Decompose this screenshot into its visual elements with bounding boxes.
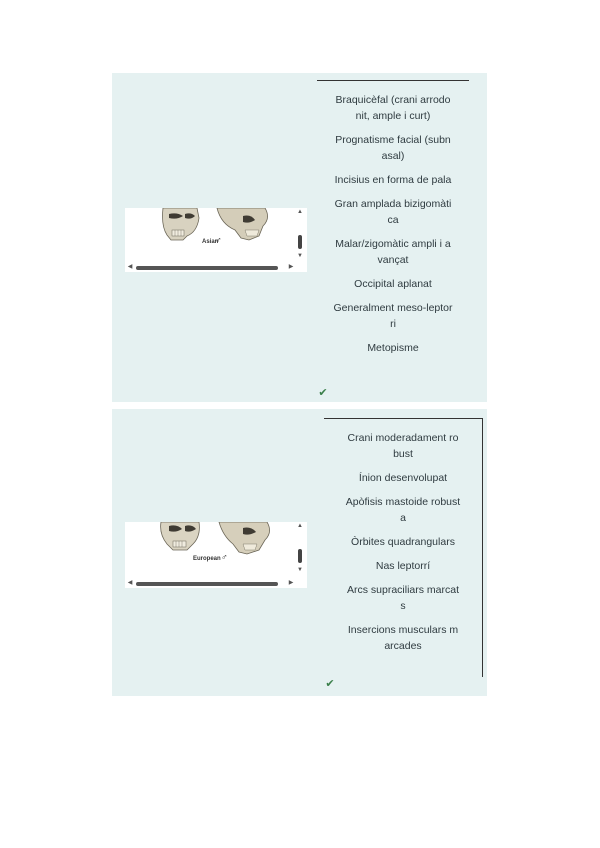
male-symbol: ♂ [221, 552, 228, 562]
answer-card-2 [112, 409, 487, 696]
scroll-down-arrow-icon[interactable]: ▼ [297, 253, 303, 259]
trait-item: Generalment meso-leptorri [333, 302, 453, 330]
trait-item: Ínion desenvolupat [358, 472, 448, 484]
skull-caption: European [193, 556, 221, 562]
male-symbol: ♂ [215, 235, 222, 245]
check-icon: ✔ [325, 678, 335, 690]
trait-list [317, 81, 469, 356]
horizontal-scrollbar[interactable] [125, 579, 295, 588]
vertical-scroll-thumb[interactable] [298, 549, 302, 563]
check-icon: ✔ [318, 387, 328, 399]
trait-list-panel [324, 418, 483, 677]
trait-item: Crani moderadament robust [347, 432, 459, 460]
trait-item: Incisius en forma de pala [334, 174, 452, 186]
trait-list [324, 419, 482, 654]
scroll-left-arrow-icon[interactable]: ◀ [127, 580, 133, 586]
scroll-right-arrow-icon[interactable]: ▶ [288, 580, 294, 586]
trait-item: Metopisme [367, 342, 419, 354]
answer-card-1 [112, 73, 487, 402]
skull-image-viewer[interactable] [125, 522, 307, 588]
vertical-scroll-thumb[interactable] [298, 235, 302, 249]
horizontal-scroll-thumb[interactable] [136, 266, 278, 270]
trait-item: Apòfisis mastoide robusta [345, 496, 461, 524]
trait-item: Arcs supraciliars marcats [346, 584, 460, 612]
skull-image-viewer[interactable] [125, 208, 307, 272]
trait-item: Occipital aplanat [354, 278, 432, 290]
horizontal-scrollbar[interactable] [125, 263, 295, 272]
scroll-up-arrow-icon[interactable]: ▲ [297, 209, 303, 215]
trait-item: Malar/zigomàtic ampli i avançat [335, 238, 451, 266]
trait-item: Nas leptorrí [375, 560, 431, 572]
trait-item: Braquicèfal (crani arrodonit, ample i curt) [335, 94, 451, 122]
trait-list-panel [317, 80, 469, 377]
trait-item: Gran amplada bizigomàtica [334, 198, 452, 226]
skull-caption: Asian [202, 239, 219, 245]
trait-item: Insercions musculars marcades [347, 624, 459, 652]
trait-item: Òrbites quadrangulars [351, 536, 455, 548]
scroll-up-arrow-icon[interactable]: ▲ [297, 523, 303, 529]
scroll-left-arrow-icon[interactable]: ◀ [127, 264, 133, 270]
vertical-scrollbar[interactable] [296, 208, 304, 260]
scroll-right-arrow-icon[interactable]: ▶ [288, 264, 294, 270]
trait-item: Prognatisme facial (subnasal) [335, 134, 451, 162]
scroll-down-arrow-icon[interactable]: ▼ [297, 567, 303, 573]
horizontal-scroll-thumb[interactable] [136, 582, 278, 586]
vertical-scrollbar[interactable] [296, 522, 304, 574]
